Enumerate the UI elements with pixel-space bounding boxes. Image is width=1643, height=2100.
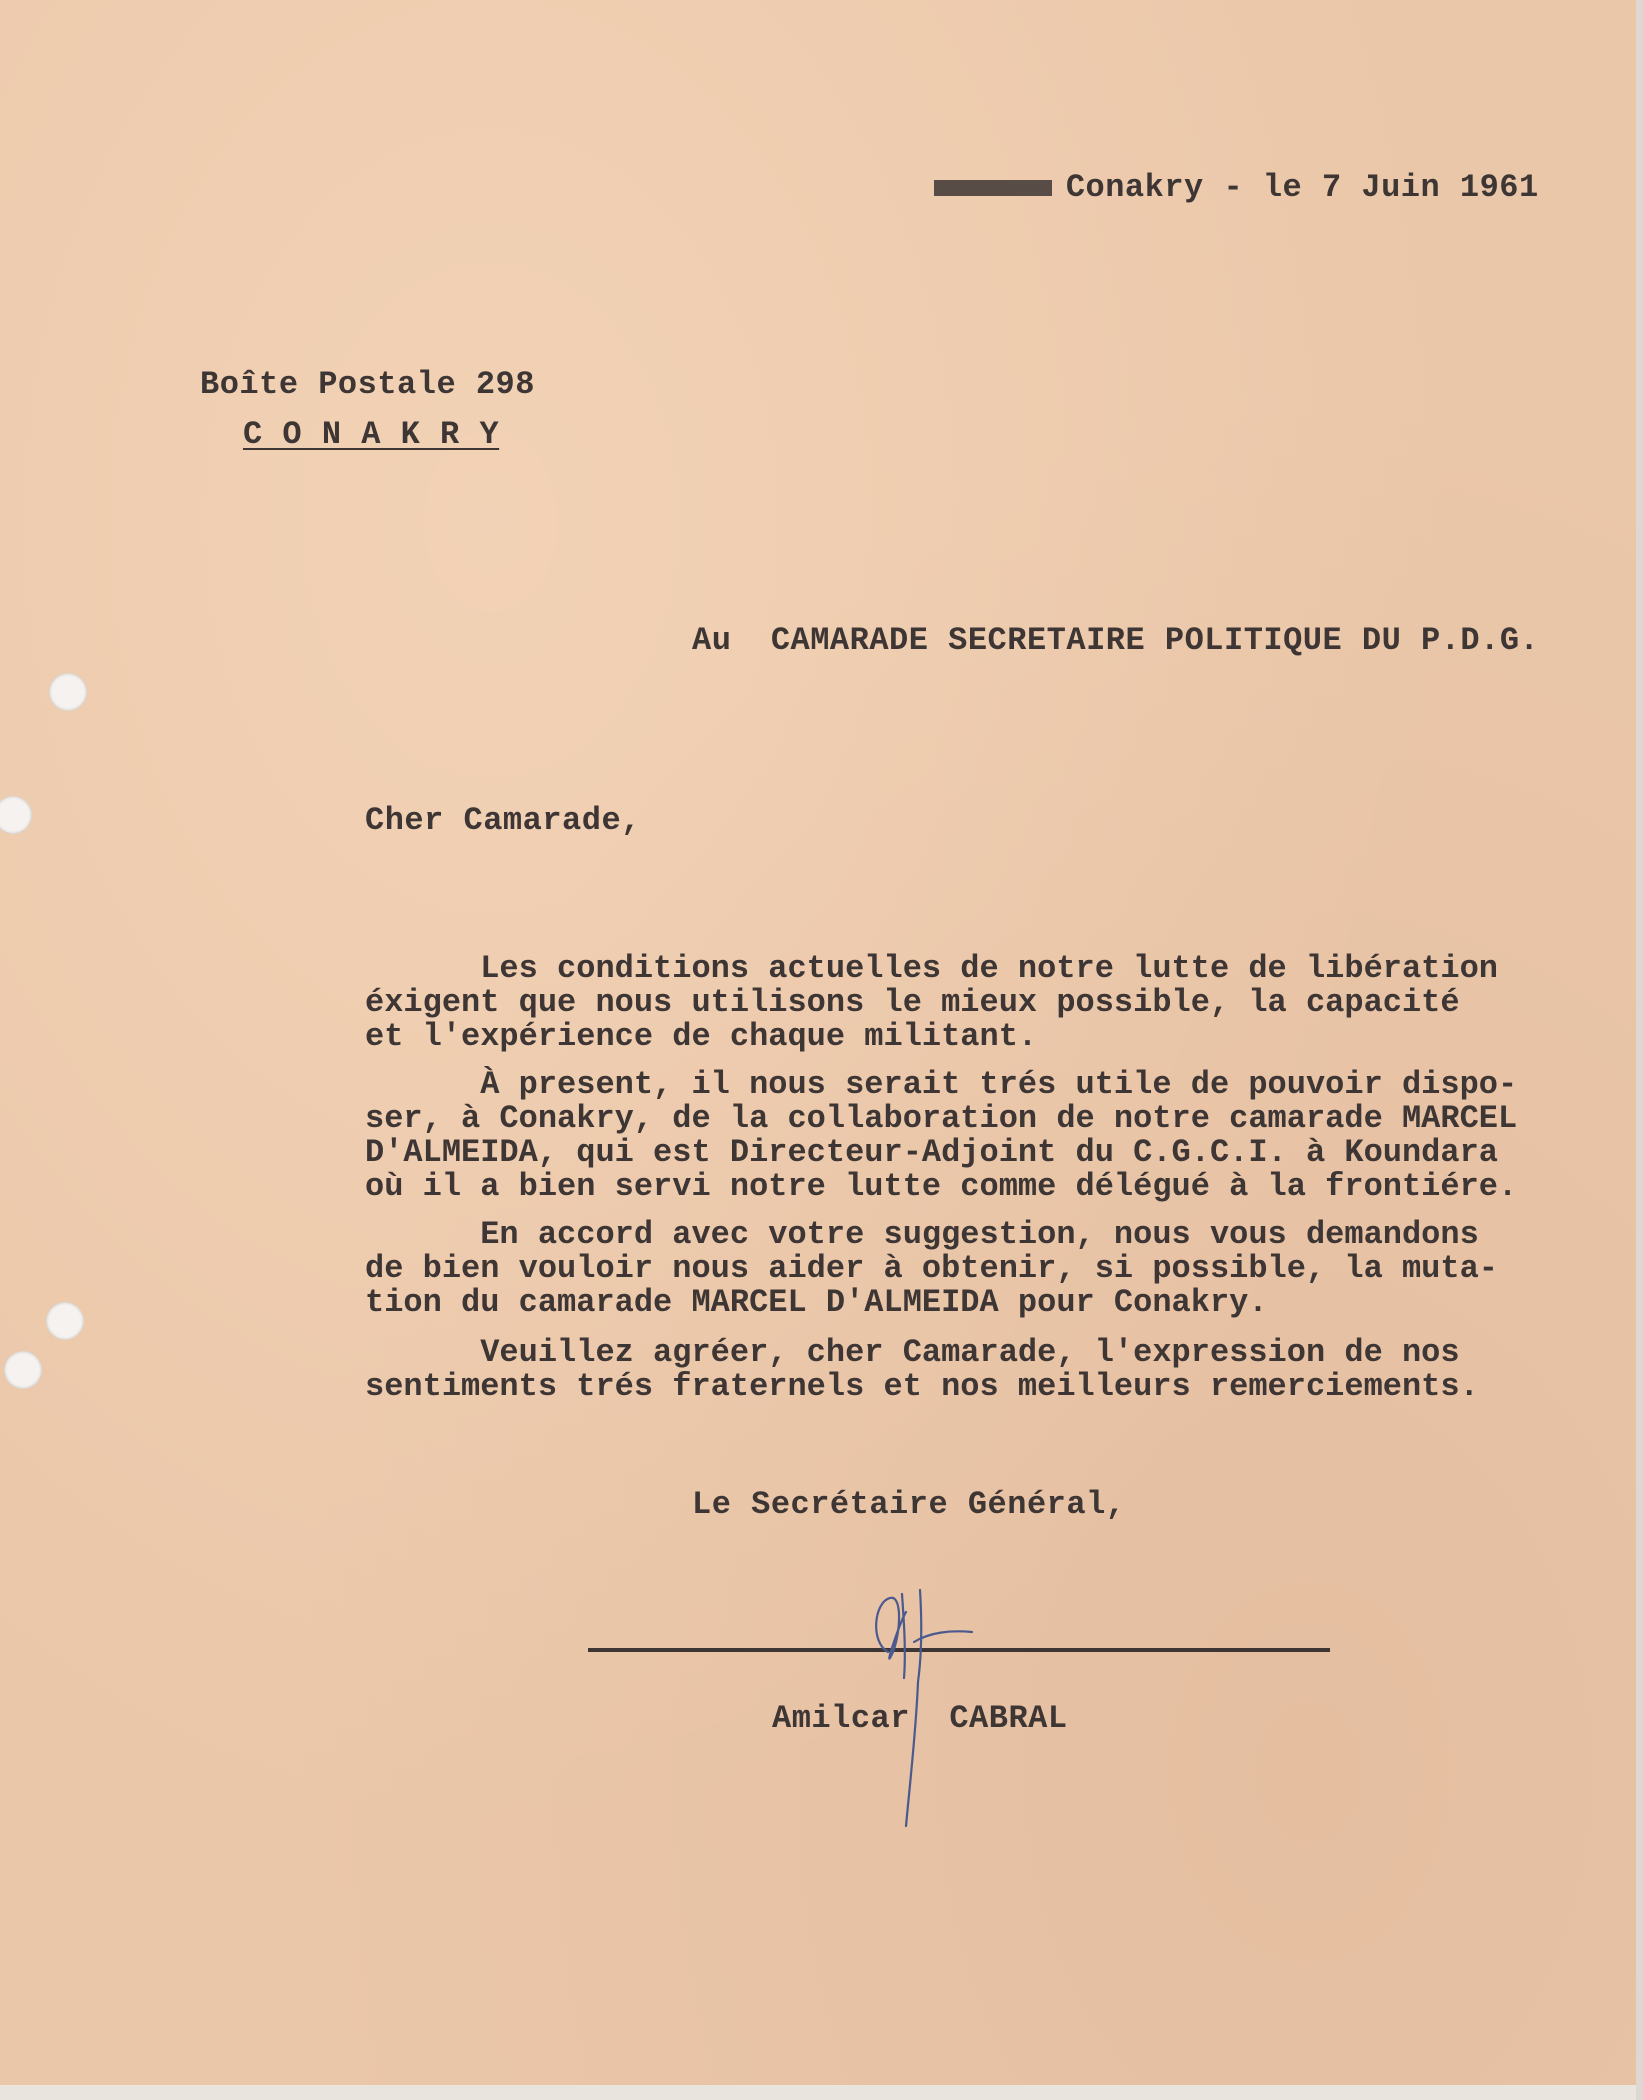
body-paragraph-4 [365,1336,1605,1404]
body-line: sentiments trés fraternels et nos meilleurs remerciements. [365,1368,1479,1405]
place-date: Conakry - le 7 Juin 1961 [1065,169,1539,206]
closing: Le Secrétaire Général, [692,1486,1126,1523]
sender-address-line1: Boîte Postale 298 [200,366,535,403]
body-line: En accord avec votre suggestion, nous vous demandons [365,1216,1479,1253]
recipient-line: Au CAMARADE SECRETAIRE POLITIQUE DU P.D.G. [692,622,1540,659]
place-date-line [855,132,1539,243]
body-line: D'ALMEIDA, qui est Directeur-Adjoint du C.G.C.I. à Koundara [365,1134,1498,1171]
signatory-name: Amilcar CABRAL [772,1700,1068,1737]
body-paragraph-2 [365,1068,1605,1204]
punch-hole-3 [46,1302,84,1340]
body-line: tion du camarade MARCEL D'ALMEIDA pour Conakry. [365,1284,1268,1321]
body-line: ser, à Conakry, de la collaboration de notre camarade MARCEL [365,1100,1518,1137]
body-line: éxigent que nous utilisons le mieux possible, la capacité [365,984,1460,1021]
body-line: À present, il nous serait trés utile de pouvoir dispo- [365,1066,1518,1103]
sender-address-city: C O N A K R Y [243,416,500,453]
body-line: de bien vouloir nous aider à obtenir, si possible, la muta- [365,1250,1498,1287]
punch-hole-4 [4,1351,42,1389]
body-line: où il a bien servi notre lutte comme délégué à la frontiére. [365,1168,1518,1205]
struck-out-text [934,180,1052,196]
body-line: Les conditions actuelles de notre lutte de libération [365,950,1498,987]
body-line: et l'expérience de chaque militant. [365,1018,1038,1055]
body-paragraph-1 [365,952,1605,1054]
punch-hole-1 [49,673,87,711]
body-paragraph-3 [365,1218,1605,1320]
scan-edge [1636,0,1643,2100]
salutation: Cher Camarade, [365,802,641,839]
punch-hole-2 [0,796,32,834]
body-line: Veuillez agréer, cher Camarade, l'expression de nos [365,1334,1460,1371]
